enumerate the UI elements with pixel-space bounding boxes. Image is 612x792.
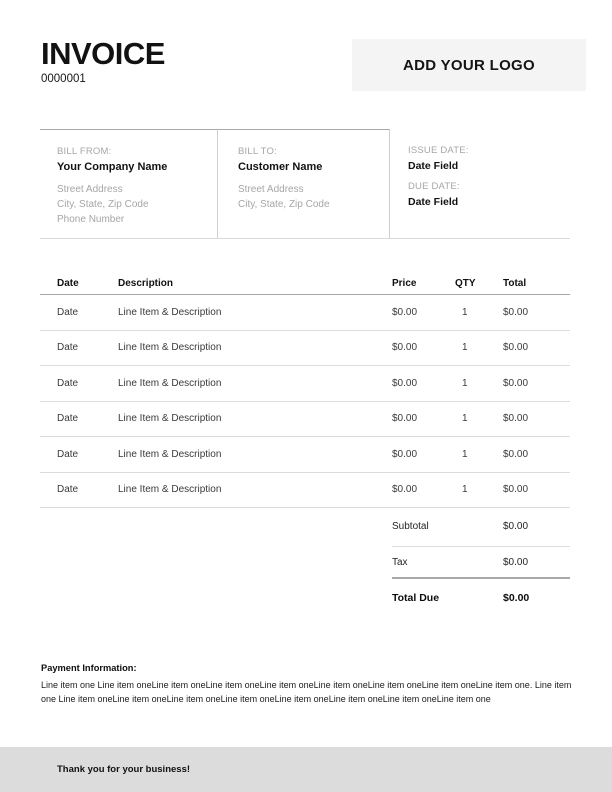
row-description: Line Item & Description — [118, 484, 222, 496]
total-due-row — [392, 579, 570, 617]
row-total: $0.00 — [503, 306, 529, 318]
row-date: Date — [57, 448, 79, 460]
subtotal-value: $0.00 — [503, 521, 529, 532]
row-total: $0.00 — [503, 413, 529, 425]
bill-from-street: Street Address — [57, 184, 123, 195]
page-title: INVOICE — [41, 36, 165, 71]
table-row — [40, 437, 570, 473]
bill-from-city-state-zip: City, State, Zip Code — [57, 199, 149, 210]
header-qty: QTY — [455, 278, 476, 289]
bill-to-address — [238, 182, 381, 212]
subtotal-row — [392, 507, 570, 547]
header-description: Description — [118, 278, 174, 289]
row-price: $0.00 — [392, 413, 418, 425]
bill-to-label: BILL TO: — [238, 146, 277, 157]
row-price: $0.00 — [392, 306, 418, 318]
due-date-label: DUE DATE: — [408, 181, 460, 192]
row-total: $0.00 — [503, 342, 529, 354]
row-total: $0.00 — [503, 448, 529, 460]
row-description: Line Item & Description — [118, 413, 222, 425]
row-qty: 1 — [462, 448, 468, 460]
table-header-row — [40, 273, 570, 295]
row-qty: 1 — [462, 377, 468, 389]
bill-from-block — [40, 129, 218, 238]
payment-information-section — [41, 663, 572, 706]
row-date: Date — [57, 377, 79, 389]
total-due-label: Total Due — [392, 592, 440, 604]
row-date: Date — [57, 413, 79, 425]
row-price: $0.00 — [392, 342, 418, 354]
row-date: Date — [57, 484, 79, 496]
tax-row — [392, 547, 570, 579]
add-logo-placeholder[interactable] — [352, 39, 586, 91]
footer-bar — [0, 747, 612, 792]
bill-to-street: Street Address — [238, 184, 304, 195]
row-price: $0.00 — [392, 484, 418, 496]
row-date: Date — [57, 306, 79, 318]
row-description: Line Item & Description — [118, 342, 222, 354]
row-qty: 1 — [462, 484, 468, 496]
tax-value: $0.00 — [503, 556, 529, 568]
due-date-group — [408, 181, 562, 208]
issue-date-value: Date Field — [408, 160, 459, 172]
row-description: Line Item & Description — [118, 448, 222, 460]
table-row — [40, 331, 570, 367]
issue-date-group — [408, 145, 562, 172]
add-logo-label: ADD YOUR LOGO — [403, 56, 535, 74]
payment-information-body: Line item one Line item oneLine item oneLine item oneLine item oneLine item oneLine item oneLine item oneLine item one. Line item one Line item oneLine item oneLine item oneLine item oneLine item oneLine item oneLine item oneLine item one — [41, 680, 572, 704]
bill-to-block — [218, 129, 390, 238]
invoice-header — [41, 38, 165, 85]
header-date: Date — [57, 278, 79, 289]
parties-section — [40, 129, 570, 239]
bill-from-phone: Phone Number — [57, 214, 125, 225]
bill-from-company-name: Your Company Name — [57, 161, 168, 173]
total-due-value: $0.00 — [503, 592, 530, 604]
row-qty: 1 — [462, 306, 468, 318]
footer-message: Thank you for your business! — [57, 764, 191, 775]
tax-label: Tax — [392, 556, 408, 568]
table-row — [40, 473, 570, 509]
row-qty: 1 — [462, 342, 468, 354]
table-row — [40, 295, 570, 331]
table-row — [40, 366, 570, 402]
header-total: Total — [503, 278, 527, 289]
issue-date-label: ISSUE DATE: — [408, 145, 469, 156]
bill-from-address — [57, 182, 209, 227]
row-date: Date — [57, 342, 79, 354]
header-price: Price — [392, 278, 417, 289]
row-total: $0.00 — [503, 377, 529, 389]
row-description: Line Item & Description — [118, 306, 222, 318]
table-row — [40, 402, 570, 438]
row-qty: 1 — [462, 413, 468, 425]
row-description: Line Item & Description — [118, 377, 222, 389]
due-date-value: Date Field — [408, 196, 459, 208]
row-price: $0.00 — [392, 377, 418, 389]
bill-to-customer-name: Customer Name — [238, 161, 323, 173]
row-price: $0.00 — [392, 448, 418, 460]
invoice-number: 0000001 — [41, 73, 86, 85]
subtotal-label: Subtotal — [392, 521, 429, 532]
row-total: $0.00 — [503, 484, 529, 496]
payment-information-heading: Payment Information: — [41, 663, 137, 673]
bill-from-label: BILL FROM: — [57, 146, 112, 157]
bill-to-city-state-zip: City, State, Zip Code — [238, 199, 330, 210]
line-items-table — [40, 273, 570, 508]
totals-section — [392, 507, 570, 617]
dates-block — [390, 129, 570, 238]
